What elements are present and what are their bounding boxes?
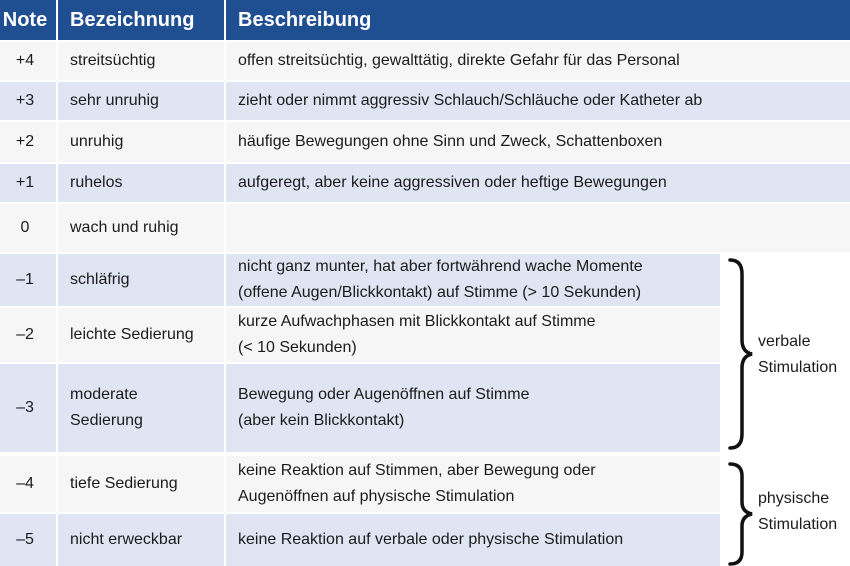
beschreibung-line: (offene Augen/Blickkontakt) auf Stimme (> 10 Sekunden): [238, 284, 642, 301]
brace-path: [730, 464, 752, 564]
row-beschreibung: [226, 204, 850, 252]
beschreibung-line: kurze Aufwachphasen mit Blickkontakt auf Stimme: [238, 313, 596, 330]
row-note: +3: [0, 82, 56, 120]
row-beschreibung: keine Reaktion auf verbale oder physische Stimulation: [226, 514, 720, 566]
row-bezeichnung: streitsüchtig: [58, 42, 224, 80]
row-beschreibung: zieht oder nimmt aggressiv Schlauch/Schläuche oder Katheter ab: [226, 82, 850, 120]
row-note: –3: [0, 364, 56, 452]
physical-brace-icon: [722, 460, 758, 566]
beschreibung-line: Augenöffnen auf physische Stimulation: [238, 488, 515, 505]
beschreibung-line: keine Reaktion auf Stimmen, aber Bewegung oder: [238, 462, 596, 479]
row-bezeichnung: wach und ruhig: [58, 204, 224, 252]
row-bezeichnung: unruhig: [58, 122, 224, 162]
bezeichnung-line: moderate: [70, 386, 138, 403]
row-bezeichnung: tiefe Sedierung: [58, 456, 224, 512]
row-bezeichnung: [58, 364, 224, 452]
group-label-line: physische: [758, 490, 830, 507]
beschreibung-line: nicht ganz munter, hat aber fortwährend wache Momente: [238, 258, 643, 275]
beschreibung-line: (aber kein Blickkontakt): [238, 412, 405, 429]
row-beschreibung: [226, 364, 720, 452]
header-beschreibung: Beschreibung: [226, 0, 850, 40]
row-note: +2: [0, 122, 56, 162]
row-bezeichnung: schläfrig: [58, 254, 224, 306]
bezeichnung-line: Sedierung: [70, 412, 143, 429]
beschreibung-line: Bewegung oder Augenöffnen auf Stimme: [238, 386, 530, 403]
verbal-stimulation-label: [758, 329, 837, 381]
row-beschreibung: aufgeregt, aber keine aggressiven oder heftige Bewegungen: [226, 164, 850, 202]
header-bezeichnung: Bezeichnung: [58, 0, 224, 40]
row-beschreibung: häufige Bewegungen ohne Sinn und Zweck, Schattenboxen: [226, 122, 850, 162]
group-label-line: Stimulation: [758, 359, 838, 376]
verbal-brace-icon: [722, 256, 758, 452]
row-note: 0: [0, 204, 56, 252]
physical-stimulation-label: [758, 486, 837, 538]
row-bezeichnung: sehr unruhig: [58, 82, 224, 120]
row-beschreibung: [226, 456, 720, 512]
group-label-line: Stimulation: [758, 516, 838, 533]
group-label-line: verbale: [758, 333, 811, 350]
row-note: –1: [0, 254, 56, 306]
header-note: Note: [0, 0, 56, 40]
row-note: –4: [0, 456, 56, 512]
row-note: –5: [0, 514, 56, 566]
row-note: +1: [0, 164, 56, 202]
row-bezeichnung: nicht erweckbar: [58, 514, 224, 566]
row-bezeichnung: ruhelos: [58, 164, 224, 202]
row-bezeichnung: leichte Sedierung: [58, 308, 224, 362]
row-note: +4: [0, 42, 56, 80]
beschreibung-line: (< 10 Sekunden): [238, 339, 357, 356]
row-beschreibung: [226, 254, 720, 306]
brace-path: [730, 260, 752, 448]
row-note: –2: [0, 308, 56, 362]
row-beschreibung: [226, 308, 720, 362]
row-beschreibung: offen streitsüchtig, gewalttätig, direkte Gefahr für das Personal: [226, 42, 850, 80]
